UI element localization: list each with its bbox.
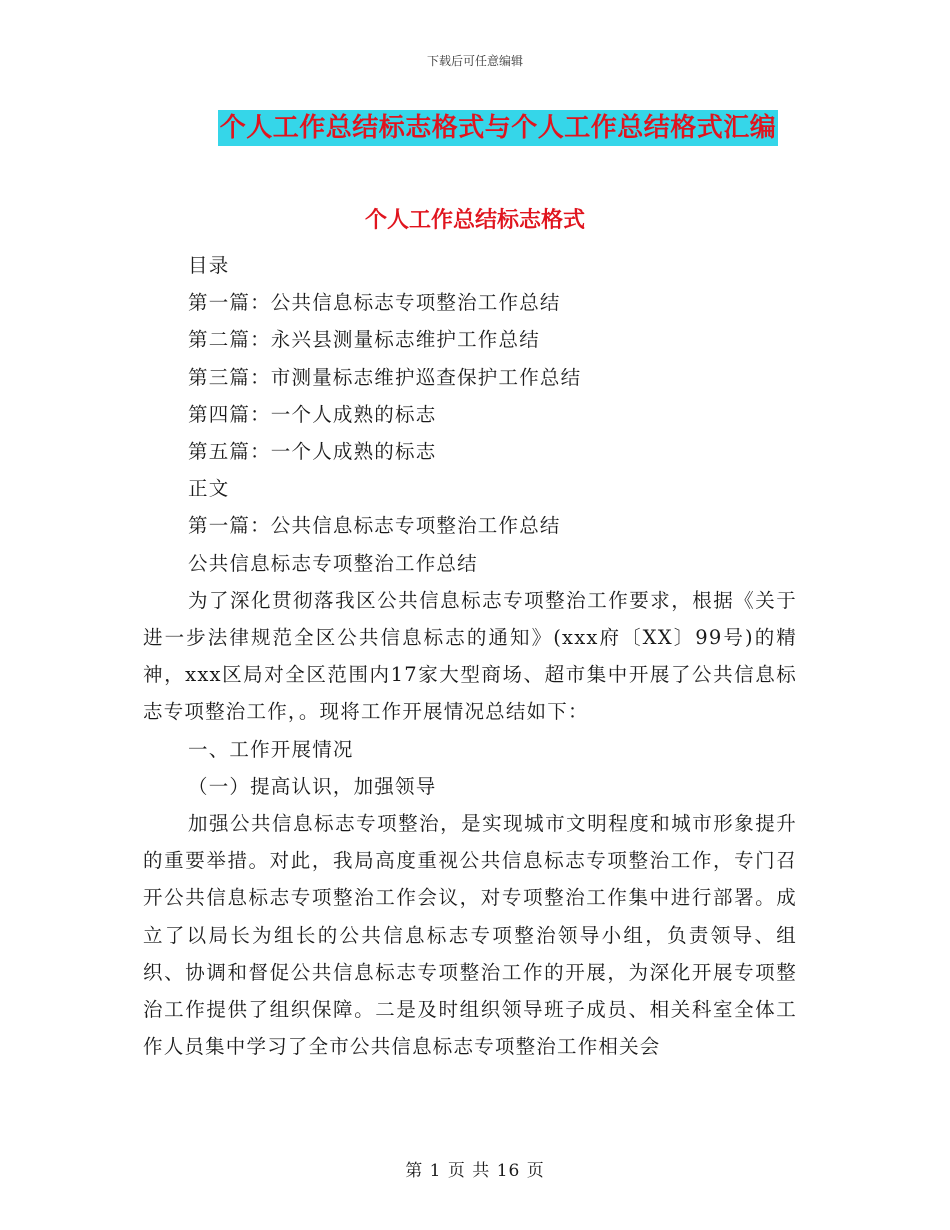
toc-item: 第二篇：永兴县测量标志维护工作总结	[188, 328, 540, 352]
document-body	[143, 247, 797, 1065]
main-title: 个人工作总结标志格式与个人工作总结格式汇编	[218, 110, 779, 146]
page-footer: 第 1 页 共 16 页	[405, 1161, 545, 1181]
header-note: 下载后可任意编辑	[426, 54, 523, 68]
toc-heading: 目录	[188, 254, 230, 277]
main-title-container	[0, 110, 950, 146]
paragraph: 为了深化贯彻落我区公共信息标志专项整治工作要求，根据《关于进一步法律规范全区公共信息标志的通知》(xxx府〔XX〕99号)的精神，xxx区局对全区范围内17家大型商场、超市集中开展了公共信息标志专项整治工作，。现将工作开展情况总结如下：	[143, 588, 797, 724]
section-heading: 一、工作开展情况	[188, 737, 354, 761]
sub-title: 个人工作总结标志格式	[364, 207, 585, 233]
toc-item: 第三篇：市测量标志维护巡查保护工作总结	[188, 365, 582, 389]
chapter-heading: 第一篇：公共信息标志专项整治工作总结	[188, 514, 561, 538]
toc-item: 第一篇：公共信息标志专项整治工作总结	[188, 291, 561, 315]
body-heading: 正文	[188, 477, 230, 501]
toc-item: 第四篇：一个人成熟的标志	[188, 402, 437, 426]
subsection-heading: （一）提高认识，加强领导	[188, 774, 437, 798]
paragraph: 加强公共信息标志专项整治，是实现城市文明程度和城市形象提升的重要举措。对此，我局高度重视公共信息标志专项整治工作，专门召开公共信息标志专项整治工作会议，对专项整治工作集中进行部署。成立了以局长为组长的公共信息标志专项整治领导小组，负责领导、组织、协调和督促公共信息标志专项整治工作的开展，为深化开展专项整治工作提供了组织保障。二是及时组织领导班子成员、相关科室全体工作人员集中学习了全市公共信息标志专项整治工作相关会	[143, 812, 797, 1059]
toc-item: 第五篇：一个人成熟的标志	[188, 440, 437, 464]
article-title: 公共信息标志专项整治工作总结	[188, 551, 478, 575]
